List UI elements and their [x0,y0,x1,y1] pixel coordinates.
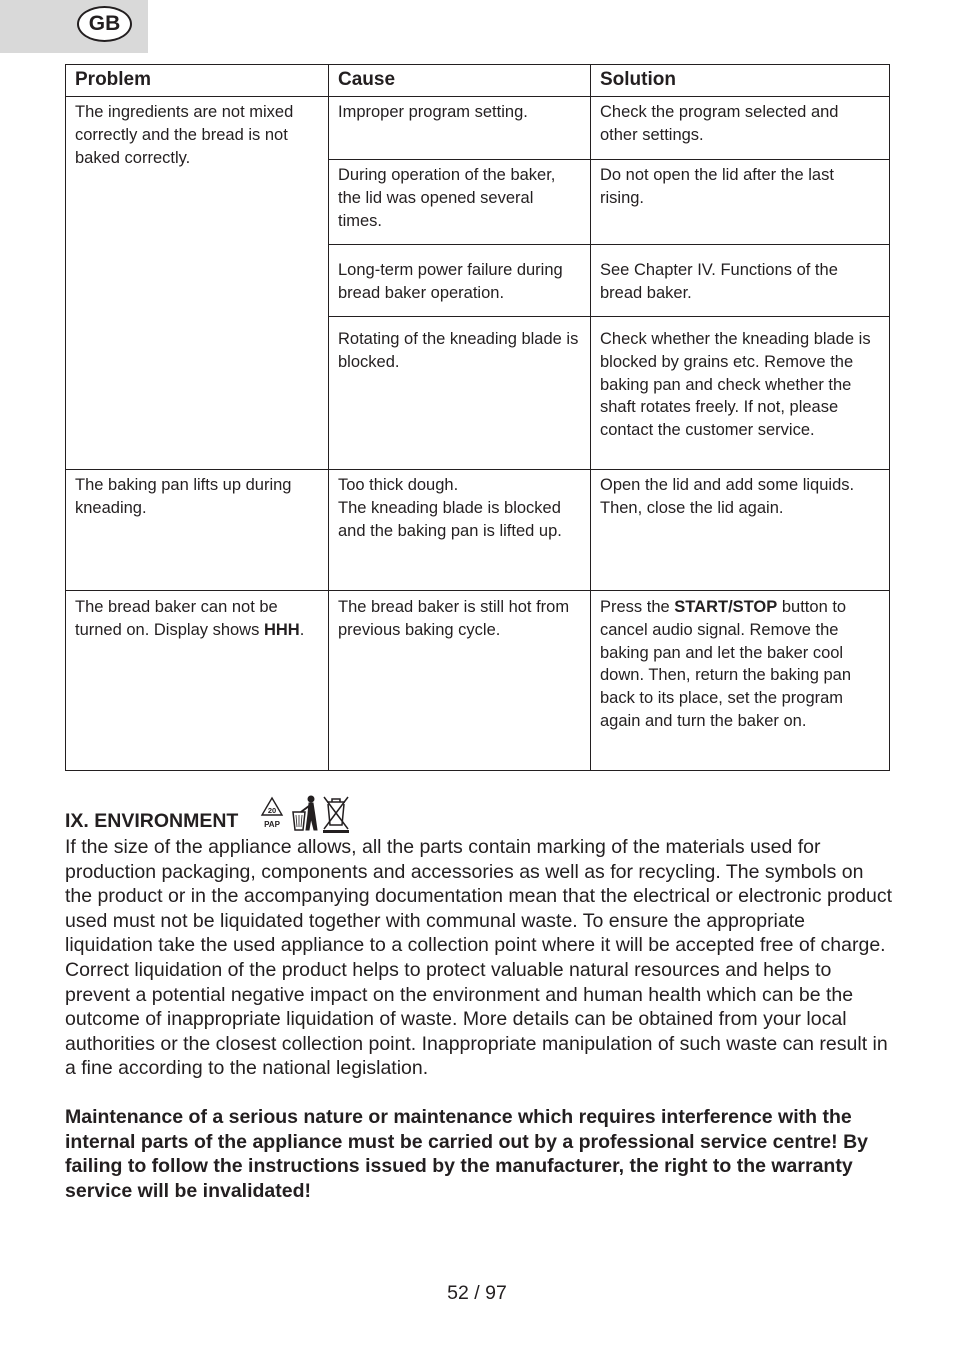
problem-cell: The baking pan lifts up during kneading. [66,470,329,591]
cause-cell: During operation of the baker, the lid was opened several times. [329,160,591,245]
problem-cell: The ingredients are not mixed correctly and the bread is not baked correctly. [66,97,329,470]
cause-cell: The bread baker is still hot from previous baking cycle. [329,591,591,771]
cause-cell: Long-term power failure during bread baker operation. [329,245,591,317]
service-warning: Maintenance of a serious nature or maintenance which requires interference with the internal parts of the appliance must be carried out by a professional service centre! By failing to follow the instructions issued by the manufacturer, the right to the warranty service will be invalidated! [65,1106,868,1202]
table-header-row [66,65,890,97]
crossed-bin-icon [323,797,349,833]
environment-heading: IX. ENVIRONMENT [65,810,239,832]
solution-cell: Open the lid and add some liquids. Then, close the lid again. [591,470,890,591]
environment-icons [257,794,352,834]
solution-cell [591,591,890,771]
start-stop-label: START/STOP [674,598,778,616]
column-header-cause: Cause [329,65,591,97]
page-number: 52 / 97 [447,1282,507,1304]
cause-line: The kneading blade is blocked and the baking pan is lifted up. [338,498,562,540]
solution-text: button to cancel audio signal. Remove the baking pan and let the baker cool down. Then, return the baking pan back to its place, set the program again and turn the baker on. [600,598,852,730]
tidyman-icon [293,796,317,830]
cause-cell: Rotating of the kneading blade is blocked. [329,317,591,470]
recycling-pap-icon [262,798,282,829]
troubleshooting-table [65,64,890,771]
solution-cell: Check whether the kneading blade is blocked by grains etc. Remove the baking pan and check whether the shaft rotates freely. If not, please contact the customer service. [591,317,890,470]
column-header-problem: Problem [66,65,329,97]
problem-cell [66,591,329,771]
table-row [66,470,890,591]
cause-cell: Improper program setting. [329,97,591,160]
language-badge: GB [77,6,132,42]
environment-paragraph: If the size of the appliance allows, all the parts contain marking of the materials used for production packaging, components and accessories as well as for recycling. The symbols on the product or in the accompanying documentation mean that the electrical or electronic product used must not be liquidated together with communal waste. To ensure the appropriate liquidation take the used appliance to a collection point where it will be accepted free of charge. Correct liquidation of the product helps to protect valuable natural resources and helps to prevent a potential negative impact on the environment and human health which can be the outcome of inappropriate liquidation of waste. More details can be obtained from your local authorities or the closest collection point. Inappropriate manipulation of such waste can result in a fine according to the national legislation. [65,836,893,1080]
solution-cell: Check the program selected and other settings. [591,97,890,160]
table-row [66,97,890,160]
problem-text: The bread baker can not be turned on. Display shows [75,598,278,639]
display-code: HHH [263,620,300,639]
solution-text: Press the [600,598,675,616]
language-tab [0,0,148,53]
column-header-solution: Solution [591,65,890,97]
solution-cell: See Chapter IV. Functions of the bread baker. [591,245,890,317]
cause-cell [329,470,591,591]
recycling-number: 20 [267,806,277,815]
problem-tail: . [299,620,305,639]
cause-line: Too thick dough. [338,476,459,494]
solution-cell: Do not open the lid after the last rising. [591,160,890,245]
recycling-label: PAP [264,820,280,829]
table-row [66,591,890,771]
